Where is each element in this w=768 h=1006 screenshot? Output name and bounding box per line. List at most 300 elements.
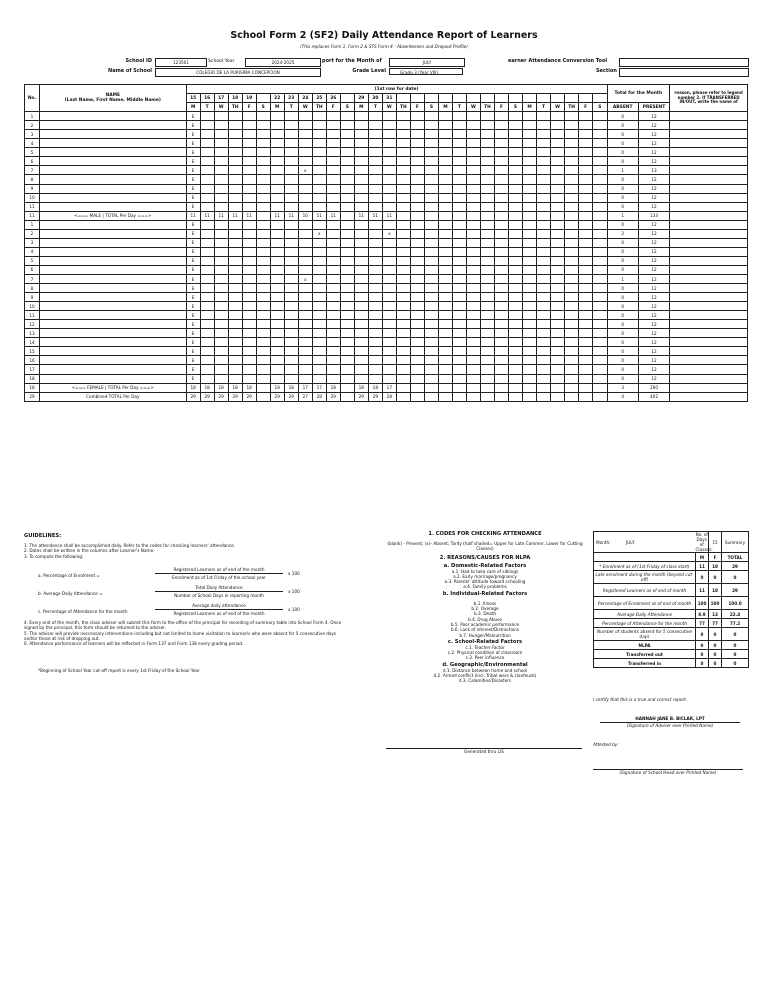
attendance-cell [452,320,466,329]
attendance-cell [579,284,593,293]
attendance-cell [410,166,424,175]
attendance-cell [466,139,480,148]
learner-name [40,338,187,347]
attendance-cell [396,284,410,293]
weekday-cell: W [466,103,480,112]
male-total-row [25,211,748,220]
enrolment-code-cell: E [186,166,200,175]
male-total-row-value [424,211,438,220]
attendance-cell [523,220,537,229]
learner-name [40,175,187,184]
attendance-cell [382,130,396,139]
attendance-cell [382,121,396,130]
attendance-cell [551,338,565,347]
attendance-cell [326,202,340,211]
formula-a-divider [155,573,283,574]
attendance-cell [593,238,607,247]
summary-row-m: 11 [696,584,709,597]
attendance-cell [494,365,508,374]
certify-text: I certify that this is a true and correct report. [593,697,688,702]
attendance-cell [368,329,382,338]
summary-row [594,619,749,628]
learner-name [40,356,187,365]
attendance-cell [326,238,340,247]
date-row-note: (1st row for date) [186,85,607,94]
attendance-cell [396,112,410,121]
date-cell: 18 [228,94,242,103]
learner-no: 5 [25,256,40,265]
attendance-cell [494,148,508,157]
attendance-cell [368,166,382,175]
present-count: 12 [638,311,669,320]
attendance-cell [452,157,466,166]
remarks-cell [670,284,748,293]
attendance-cell [214,320,228,329]
summary-row-f: 18 [709,584,722,597]
attendance-cell [340,157,354,166]
attendance-cell [270,220,284,229]
attendance-cell [396,302,410,311]
attendance-cell [438,193,452,202]
summary-days-label: No. of Days of Classes: [695,532,713,552]
summary-m-header: M [696,553,709,562]
attendance-cell [508,193,522,202]
attendance-cell [312,265,326,274]
attendance-cell [270,112,284,121]
present-count: 12 [638,184,669,193]
female-total-row-value [593,383,607,392]
male-total-row-value [466,211,480,220]
attendance-cell [508,130,522,139]
attendance-cell [452,293,466,302]
learner-no: 10 [25,302,40,311]
enrolment-code-cell: E [186,247,200,256]
domestic-item: a.2. Early marriage/pregnancy [453,573,517,579]
attendance-cell [312,374,326,383]
attendance-cell [523,356,537,365]
attendance-cell [494,238,508,247]
present-count: 12 [638,320,669,329]
attendance-cell [523,320,537,329]
learner-row [25,356,748,365]
name-header-sub: (Last Name, First Name, Middle Name) [64,98,161,104]
female-total-row-value: 18 [284,383,298,392]
remarks-cell [670,157,748,166]
attendance-cell [565,274,579,283]
attendance-cell [354,265,368,274]
attendance-cell [480,274,494,283]
total-for-month-header: Total for the Month [607,85,670,103]
attendance-cell [480,329,494,338]
attendance-cell [382,139,396,148]
absent-count: 1 [607,166,638,175]
attendance-cell [200,284,214,293]
absent-count: 0 [607,157,638,166]
attendance-cell [452,347,466,356]
attendance-cell [270,238,284,247]
guidelines-list-2 [24,620,344,646]
learner-name [40,229,187,238]
attendance-cell [284,112,298,121]
learner-no: 3 [25,130,40,139]
attendance-cell [466,311,480,320]
attendance-cell [256,320,270,329]
attendance-cell [452,356,466,365]
attendance-cell [284,229,298,238]
summary-row-m: 0 [696,650,709,659]
present-count: 12 [638,220,669,229]
attendance-cell [523,148,537,157]
attendance-cell [312,139,326,148]
date-cell: 19 [242,94,256,103]
attendance-cell [494,184,508,193]
attendance-cell [270,293,284,302]
weekday-cell: W [298,103,312,112]
attendance-cell [396,247,410,256]
attendance-cell [438,202,452,211]
learner-no: 2 [25,121,40,130]
guideline-item: 3. To compute the following: [24,553,84,559]
attendance-cell [537,193,551,202]
attendance-cell [214,238,228,247]
attendance-cell [523,347,537,356]
absent-count: 0 [607,284,638,293]
attendance-cell [396,148,410,157]
attendance-cell [228,184,242,193]
attendance-cell [579,274,593,283]
attendance-cell [284,293,298,302]
attendance-cell [410,247,424,256]
enrolment-code-cell: E [186,184,200,193]
present-count: 12 [638,274,669,283]
remarks-cell [670,338,748,347]
attendance-cell [242,329,256,338]
attendance-cell [270,157,284,166]
attendance-cell [242,175,256,184]
attendance-cell [452,365,466,374]
guideline-item: 6. Attendance performance of learners will be reflected in Form 137 and Form 138 every grading period. [24,641,244,647]
attendance-cell [551,347,565,356]
weekday-cell: S [424,103,438,112]
summary-row-f: 0 [709,659,722,668]
attendance-cell [354,184,368,193]
attendance-cell [326,329,340,338]
attendance-cell [579,121,593,130]
attendance-cell [326,148,340,157]
attendance-cell [298,329,312,338]
school-factor-item: c.1. Teacher Factor [465,644,505,650]
absent-count: 0 [607,311,638,320]
attendance-cell [340,265,354,274]
learner-no: 7 [25,166,40,175]
attendance-cell [537,121,551,130]
attendance-cell [438,356,452,365]
attendance-cell [537,302,551,311]
attendance-cell [480,265,494,274]
no-header: No. [25,85,40,112]
attendance-cell [410,175,424,184]
attendance-cell [537,356,551,365]
date-cell [537,94,551,103]
attendance-cell [228,139,242,148]
attendance-cell [368,220,382,229]
attendance-cell [424,274,438,283]
attendance-cell [452,112,466,121]
combined-total-row-value: 29 [326,392,340,401]
attendance-cell [270,184,284,193]
attendance-cell [368,302,382,311]
attendance-cell [214,347,228,356]
learner-row [25,338,748,347]
attendance-cell [214,193,228,202]
attendance-cell [579,329,593,338]
attendance-cell [593,347,607,356]
attendance-cell [551,356,565,365]
attendance-cell [551,265,565,274]
attendance-cell [508,157,522,166]
date-cell: 23 [284,94,298,103]
female-total-row-value [551,383,565,392]
attendance-cell [340,320,354,329]
attendance-cell [593,193,607,202]
attendance-cell [298,238,312,247]
attendance-cell [284,130,298,139]
absent-count: 0 [607,247,638,256]
attendance-cell [256,347,270,356]
learner-name [40,374,187,383]
attendance-cell [368,130,382,139]
female-total-row-value: 17 [382,383,396,392]
attendance-cell [326,157,340,166]
attendance-cell [480,365,494,374]
attendance-cell [298,193,312,202]
attendance-cell [396,356,410,365]
learner-name [40,184,187,193]
attendance-cell [368,356,382,365]
weekday-cell: TH [480,103,494,112]
attendance-cell [326,374,340,383]
attendance-cell [579,220,593,229]
attendance-cell [523,175,537,184]
attendance-cell [256,202,270,211]
male-total-row-value: 11 [354,211,368,220]
female-total-row-value: 18 [214,383,228,392]
attendance-cell [438,347,452,356]
attendance-cell [214,329,228,338]
summary-row-t: 29 [722,562,749,571]
attendance-cell [326,347,340,356]
male-total-row-value [438,211,452,220]
attendance-cell [242,112,256,121]
attendance-cell [354,220,368,229]
date-cell [424,94,438,103]
attendance-cell [565,338,579,347]
attendance-cell [270,202,284,211]
attendance-cell [565,175,579,184]
attendance-cell [410,293,424,302]
attendance-cell [340,202,354,211]
attendance-cell [593,329,607,338]
attendance-cell [565,247,579,256]
attendance-cell [228,229,242,238]
attendance-cell [298,374,312,383]
learner-no: 11 [25,202,40,211]
present-count: 12 [638,193,669,202]
attendance-cell [242,229,256,238]
attendance-cell [214,121,228,130]
attendance-cell [438,247,452,256]
remarks-cell [670,148,748,157]
attendance-cell [200,247,214,256]
attendance-cell [368,148,382,157]
attendance-cell [382,356,396,365]
attendance-cell [537,184,551,193]
attendance-cell [466,284,480,293]
attendance-cell [270,193,284,202]
attendance-cell [593,293,607,302]
attendance-cell [466,157,480,166]
enrolment-code-cell: E [186,148,200,157]
attendance-cell [368,229,382,238]
attendance-cell [396,175,410,184]
attendance-cell [256,175,270,184]
date-cell [256,94,270,103]
attendance-cell [354,329,368,338]
present-count: 12 [638,130,669,139]
female-total-row-value: 17 [298,383,312,392]
attendance-cell [593,356,607,365]
attendance-cell [284,347,298,356]
attendance-cell [256,139,270,148]
summary-row-t: 77.2 [722,619,749,628]
attendance-cell [466,148,480,157]
learner-no: 1 [25,220,40,229]
attendance-cell [396,238,410,247]
male-total-row-value [340,211,354,220]
attendance-cell [284,329,298,338]
learner-name [40,347,187,356]
attendance-cell [256,274,270,283]
attendance-cell [466,265,480,274]
attendance-cell [326,184,340,193]
female-total-row-value [537,383,551,392]
summary-row-label: Percentage of Enrolment as of end of month [594,597,696,610]
attendance-cell [340,293,354,302]
attendance-cell [466,130,480,139]
learner-row [25,130,748,139]
school-year-label: School Year [208,59,235,64]
date-cell: 24 [298,94,312,103]
summary-month-value: JULY [625,539,635,545]
attendance-cell [480,238,494,247]
attendance-cell [284,193,298,202]
enrolment-code-cell: E [186,302,200,311]
attendance-cell [410,256,424,265]
remarks-cell [670,130,748,139]
attendance-cell [551,121,565,130]
absent-count: 0 [607,139,638,148]
attendance-cell [228,166,242,175]
learner-name [40,293,187,302]
learner-row [25,311,748,320]
male-total-row-value [396,211,410,220]
attendance-cell [410,238,424,247]
attendance-cell [228,302,242,311]
attendance-cell [368,347,382,356]
attendance-cell [396,229,410,238]
attendance-cell [523,311,537,320]
attendance-cell [523,112,537,121]
female-total-row-value [523,383,537,392]
cutoff-footnote: *Beginning of School Year cut-off report is every 1st Friday of the School Year [38,668,200,673]
attendance-cell [284,166,298,175]
learner-name [40,220,187,229]
attendance-cell [551,329,565,338]
name-header-title: NAME [105,93,121,99]
attendance-cell [452,247,466,256]
attendance-cell [523,139,537,148]
codes-section [385,531,585,684]
attendance-cell [410,220,424,229]
form-title: School Form 2 (SF2) Daily Attendance Report of Learners [230,30,538,41]
female-total-row-value [508,383,522,392]
attendance-cell [424,238,438,247]
geographic-item: d.2. Armed conflict (incl. Tribal wars & clanfeuds) [433,673,537,679]
learner-row [25,293,748,302]
summary-summary-label: Summary [722,532,749,553]
attendance-cell [452,302,466,311]
attendance-cell [410,193,424,202]
attendance-cell [579,193,593,202]
attendance-cell [382,193,396,202]
learner-no: 6 [25,265,40,274]
attendance-cell [480,220,494,229]
date-cell: 31 [382,94,396,103]
individual-item: b.3. Death [474,611,496,617]
attendance-cell [494,112,508,121]
attendance-cell [256,256,270,265]
remarks-cell [670,311,748,320]
female-total-row-value: 18 [326,383,340,392]
summary-row [594,597,749,610]
attendance-cell [312,175,326,184]
learner-no: 7 [25,274,40,283]
summary-row-m: 0 [696,571,709,584]
attendance-cell [326,274,340,283]
attendance-cell [551,311,565,320]
male-total-row-value [537,211,551,220]
combined-total-row-value [438,392,452,401]
attendance-cell [312,338,326,347]
male-total-row-value [579,211,593,220]
attendance-cell [508,311,522,320]
attendance-cell [298,311,312,320]
attendance-cell [228,374,242,383]
attendance-cell [284,320,298,329]
date-cell [551,94,565,103]
attendance-cell [214,130,228,139]
attendance-cell [593,175,607,184]
combined-total-row-no: 29 [25,392,40,401]
combined-total-row-value: 29 [354,392,368,401]
attendance-cell [382,157,396,166]
attendance-cell [424,320,438,329]
learner-row [25,112,748,121]
attendance-cell [312,329,326,338]
attendance-cell [579,302,593,311]
female-total-row-value [494,383,508,392]
attendance-cell [284,374,298,383]
